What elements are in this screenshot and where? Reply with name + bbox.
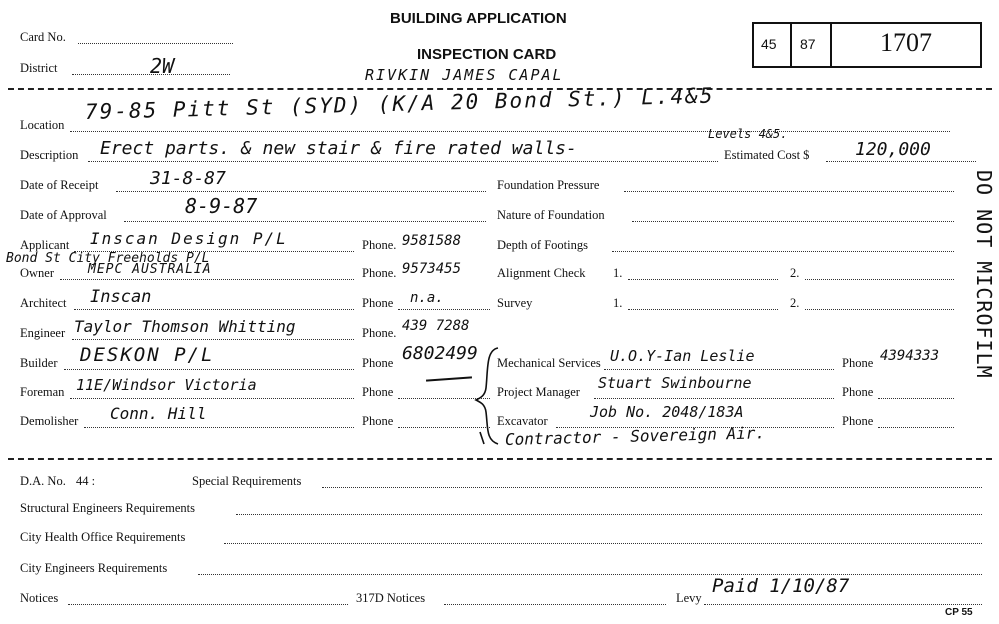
foreman-value[interactable]: 11E/Windsor Victoria <box>76 376 257 394</box>
mechanical-label: Mechanical Services <box>497 356 601 370</box>
architect-value[interactable]: Inscan <box>90 287 152 307</box>
alignment-check-label: Alignment Check <box>497 266 586 280</box>
builder-line <box>64 369 354 370</box>
engineer-phone-label: Phone. <box>362 326 397 340</box>
contractor-value[interactable]: Contractor - Sovereign Air. <box>504 423 766 449</box>
description-line <box>88 161 718 162</box>
estimated-cost-value[interactable]: 120,000 <box>855 139 931 160</box>
special-requirements-line[interactable] <box>322 487 982 488</box>
notices-label: Notices <box>20 591 59 605</box>
city-engineers-label: City Engineers Requirements <box>20 561 168 575</box>
notices-317d-label: 317D Notices <box>356 591 426 605</box>
alignment-1-line[interactable] <box>628 279 778 280</box>
survey-2-line[interactable] <box>805 309 954 310</box>
levy-value[interactable]: Paid 1/10/87 <box>712 575 850 597</box>
foundation-pressure-line[interactable] <box>624 191 954 192</box>
mechanical-value[interactable]: U.O.Y-Ian Leslie <box>610 347 755 365</box>
description-label: Description <box>20 148 79 162</box>
architect-label: Architect <box>20 296 67 310</box>
card-no-label: Card No. <box>20 30 66 44</box>
form-title: BUILDING APPLICATION <box>390 10 567 27</box>
builder-phone-value[interactable]: 6802499 <box>402 343 478 364</box>
project-manager-phone-label: Phone <box>842 385 874 399</box>
alignment-2-line[interactable] <box>805 279 954 280</box>
excavator-label: Excavator <box>497 414 548 428</box>
structural-requirements-line[interactable] <box>236 514 982 515</box>
da-no-label: D.A. No. <box>20 474 66 488</box>
district-value[interactable]: 2W <box>150 54 175 78</box>
engineer-phone-value[interactable]: 439 7288 <box>402 318 470 334</box>
owner-phone-label: Phone. <box>362 266 397 280</box>
demolisher-line <box>84 427 354 428</box>
mechanical-phone-label: Phone <box>842 356 874 370</box>
foreman-phone-label: Phone <box>362 385 394 399</box>
project-manager-value[interactable]: Stuart Swinbourne <box>598 374 752 392</box>
engineer-line <box>72 339 354 340</box>
foundation-pressure-label: Foundation Pressure <box>497 178 600 192</box>
alignment-2-label: 2. <box>790 266 800 280</box>
da-no-value: 44 : <box>76 474 96 488</box>
owner-label: Owner <box>20 266 55 280</box>
do-not-microfilm-note: DO NOT MICROFILM <box>972 170 996 379</box>
applicant-phone-label: Phone. <box>362 238 397 252</box>
builder-value[interactable]: DESKON P/L <box>80 344 215 366</box>
city-engineers-line[interactable] <box>198 574 982 575</box>
estimated-cost-line <box>826 161 976 162</box>
alignment-1-label: 1. <box>613 266 623 280</box>
applicant-label: Applicant <box>20 238 70 252</box>
levy-label: Levy <box>676 591 702 605</box>
depth-footings-line[interactable] <box>612 251 954 252</box>
health-requirements-line[interactable] <box>224 543 982 544</box>
levels-note: Levels 4&5. <box>708 127 788 141</box>
notices-317d-line[interactable] <box>444 604 666 605</box>
applicant-phone-value[interactable]: 9581588 <box>402 233 462 249</box>
date-approval-line <box>124 221 486 222</box>
special-requirements-label: Special Requirements <box>192 474 302 488</box>
district-label: District <box>20 61 58 75</box>
builder-label: Builder <box>20 356 58 370</box>
notices-line[interactable] <box>68 604 348 605</box>
card-number: 1707 <box>880 28 932 57</box>
mechanical-phone-value[interactable]: 4394333 <box>880 348 940 364</box>
form-subtitle: INSPECTION CARD <box>417 46 557 63</box>
demolisher-phone-label: Phone <box>362 414 394 428</box>
survey-label: Survey <box>497 296 533 310</box>
nature-foundation-line[interactable] <box>632 221 954 222</box>
card-number-box <box>752 22 982 68</box>
architect-phone-value[interactable]: n.a. <box>410 290 444 306</box>
excavator-value[interactable]: Job No. 2048/183A <box>590 403 744 421</box>
structural-requirements-label: Structural Engineers Requirements <box>20 501 195 515</box>
demolisher-label: Demolisher <box>20 414 79 428</box>
middle-divider <box>8 458 992 460</box>
project-manager-line <box>594 398 834 399</box>
applicant-value[interactable]: Inscan Design P/L <box>90 229 288 248</box>
project-manager-label: Project Manager <box>497 385 580 399</box>
health-requirements-label: City Health Office Requirements <box>20 530 186 544</box>
card-no-line[interactable] <box>78 43 233 44</box>
year-box-a: 45 <box>761 36 777 52</box>
excavator-phone-label: Phone <box>842 414 874 428</box>
form-code: CP 55 <box>945 607 973 618</box>
engineer-value[interactable]: Taylor Thomson Whitting <box>74 317 296 336</box>
mechanical-line <box>604 369 834 370</box>
builder-phone-label: Phone <box>362 356 394 370</box>
foreman-label: Foreman <box>20 385 65 399</box>
location-value[interactable]: 79-85 Pitt St (SYD) (K/A 20 Bond St.) L.4&5 <box>84 83 715 124</box>
depth-footings-label: Depth of Footings <box>497 238 588 252</box>
description-value[interactable]: Erect parts. & new stair & fire rated walls- <box>100 138 577 159</box>
location-line <box>70 131 950 132</box>
survey-1-line[interactable] <box>628 309 778 310</box>
estimated-cost-label: Estimated Cost $ <box>724 148 810 162</box>
applicant-stamp: RIVKIN JAMES CAPAL <box>365 66 564 84</box>
year-box-b: 87 <box>800 36 816 52</box>
foreman-line <box>70 398 354 399</box>
owner-line <box>60 279 354 280</box>
nature-foundation-label: Nature of Foundation <box>497 208 605 222</box>
excavator-phone-line[interactable] <box>878 427 954 428</box>
survey-1-label: 1. <box>613 296 623 310</box>
date-approval-label: Date of Approval <box>20 208 107 222</box>
date-receipt-line <box>116 191 486 192</box>
date-receipt-value[interactable]: 31-8-87 <box>150 168 226 189</box>
location-label: Location <box>20 118 65 132</box>
owner-value-line1[interactable]: Bond St City Freeholds P/L <box>6 251 210 266</box>
owner-phone-value[interactable]: 9573455 <box>402 261 462 277</box>
architect-phone-line <box>398 309 490 310</box>
date-approval-value[interactable]: 8-9-87 <box>185 194 258 218</box>
handwritten-brace-icon <box>470 340 510 450</box>
foreman-phone-dash <box>426 376 472 381</box>
architect-line <box>74 309 354 310</box>
owner-value-line2[interactable]: MEPC AUSTRALIA <box>88 262 212 277</box>
engineer-label: Engineer <box>20 326 66 340</box>
levy-line <box>704 604 982 605</box>
project-manager-phone-line[interactable] <box>878 398 954 399</box>
demolisher-value[interactable]: Conn. Hill <box>110 404 207 423</box>
survey-2-label: 2. <box>790 296 800 310</box>
date-receipt-label: Date of Receipt <box>20 178 99 192</box>
architect-phone-label: Phone <box>362 296 394 310</box>
